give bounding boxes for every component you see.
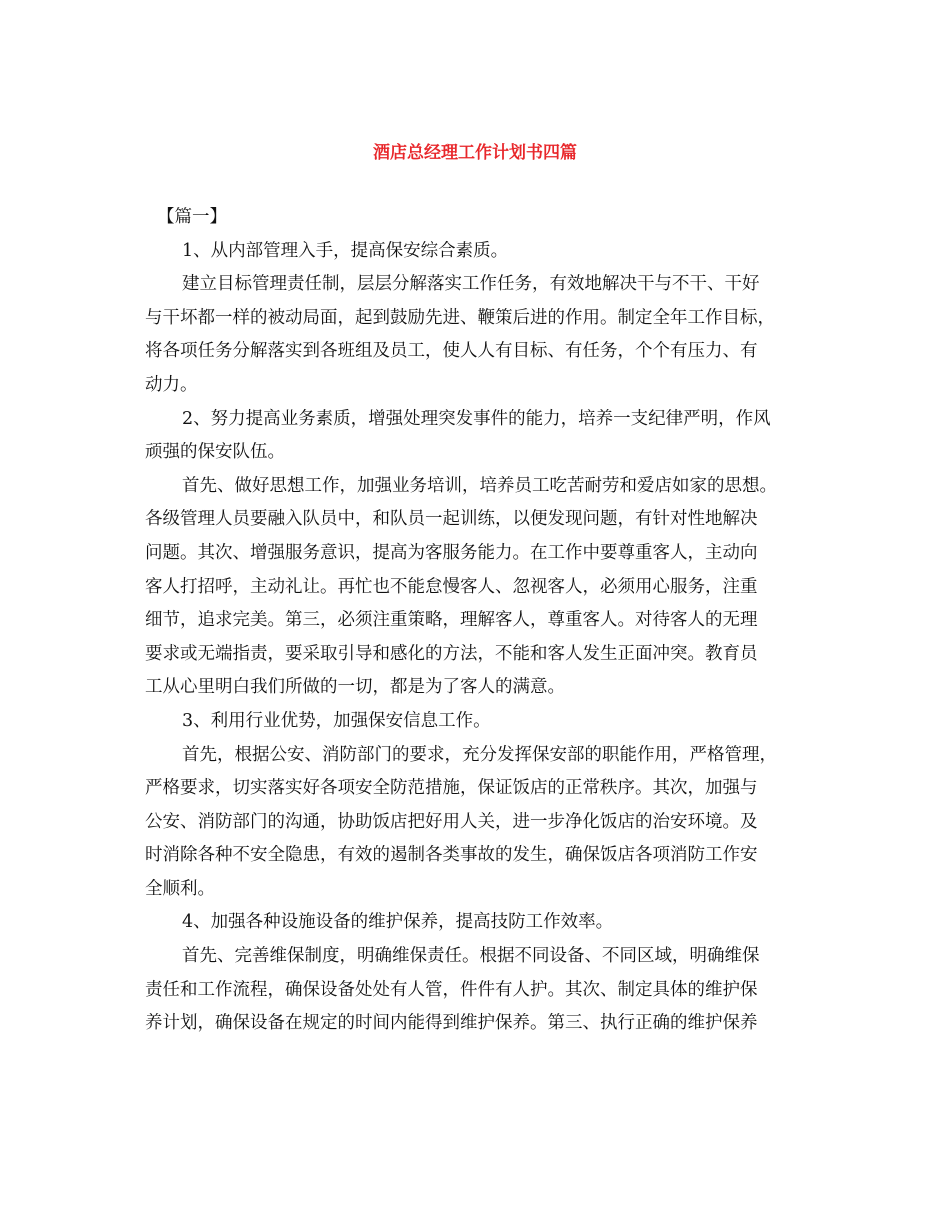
- text-line: 时消除各种不安全隐患，有效的遏制各类事故的发生，确保饭店各项消防工作安: [145, 845, 758, 866]
- text-line: 3、利用行业优势，加强保安信息工作。: [182, 710, 491, 731]
- text-line: 与干坏都一样的被动局面，起到鼓励先进、鞭策后进的作用。制定全年工作目标，: [145, 307, 775, 328]
- text-line: 工从心里明白我们所做的一切，都是为了客人的满意。: [145, 677, 565, 698]
- text-line: 严格要求，切实落实好各项安全防范措施，保证饭店的正常秩序。其次，加强与: [145, 778, 758, 799]
- text-line: 2、努力提高业务素质，增强处理突发事件的能力，培养一支纪律严明，作风: [182, 408, 771, 429]
- document-title: 酒店总经理工作计划书四篇: [373, 143, 577, 163]
- text-line: 首先、做好思想工作，加强业务培训，培养员工吃苦耐劳和爱店如家的思想。: [182, 475, 777, 496]
- text-line: 要求或无端指责，要采取引导和感化的方法，不能和客人发生正面冲突。教育员: [145, 643, 758, 664]
- document-body: [145, 201, 805, 1041]
- text-line: 问题。其次、增强服务意识，提高为客服务能力。在工作中要尊重客人，主动向: [145, 542, 758, 563]
- text-line: 1、从内部管理入手，提高保安综合素质。: [182, 240, 509, 261]
- section-heading: 【篇一】: [157, 207, 227, 227]
- text-line: 公安、消防部门的沟通，协助饭店把好用人关，进一步净化饭店的治安环境。及: [145, 811, 758, 832]
- text-line: 责任和工作流程，确保设备处处有人管，件件有人护。其次、制定具体的维护保: [145, 979, 758, 1000]
- text-line: 顽强的保安队伍。: [145, 442, 285, 463]
- text-line: 养计划，确保设备在规定的时间内能得到维护保养。第三、执行正确的维护保养: [145, 1013, 758, 1034]
- text-line: 首先、完善维保制度，明确维保责任。根据不同设备、不同区域，明确维保: [182, 946, 760, 967]
- text-line: 建立目标管理责任制，层层分解落实工作任务，有效地解决干与不干、干好: [182, 274, 760, 295]
- text-line: 将各项任务分解落实到各班组及员工，使人人有目标、有任务，个个有压力、有: [145, 341, 758, 362]
- text-line: 客人打招呼，主动礼让。再忙也不能怠慢客人、忽视客人，必须用心服务，注重: [145, 576, 758, 597]
- text-line: 各级管理人员要融入队员中，和队员一起训练，以便发现问题，有针对性地解决: [145, 509, 758, 530]
- text-line: 4、加强各种设施设备的维护保养，提高技防工作效率。: [182, 912, 614, 933]
- text-line: 细节，追求完美。第三，必须注重策略，理解客人，尊重客人。对待客人的无理: [145, 610, 758, 631]
- text-line: 动力。: [145, 374, 198, 395]
- text-line: 全顺利。: [145, 878, 215, 899]
- text-line: 首先，根据公安、消防部门的要求，充分发挥保安部的职能作用，严格管理，: [182, 744, 777, 765]
